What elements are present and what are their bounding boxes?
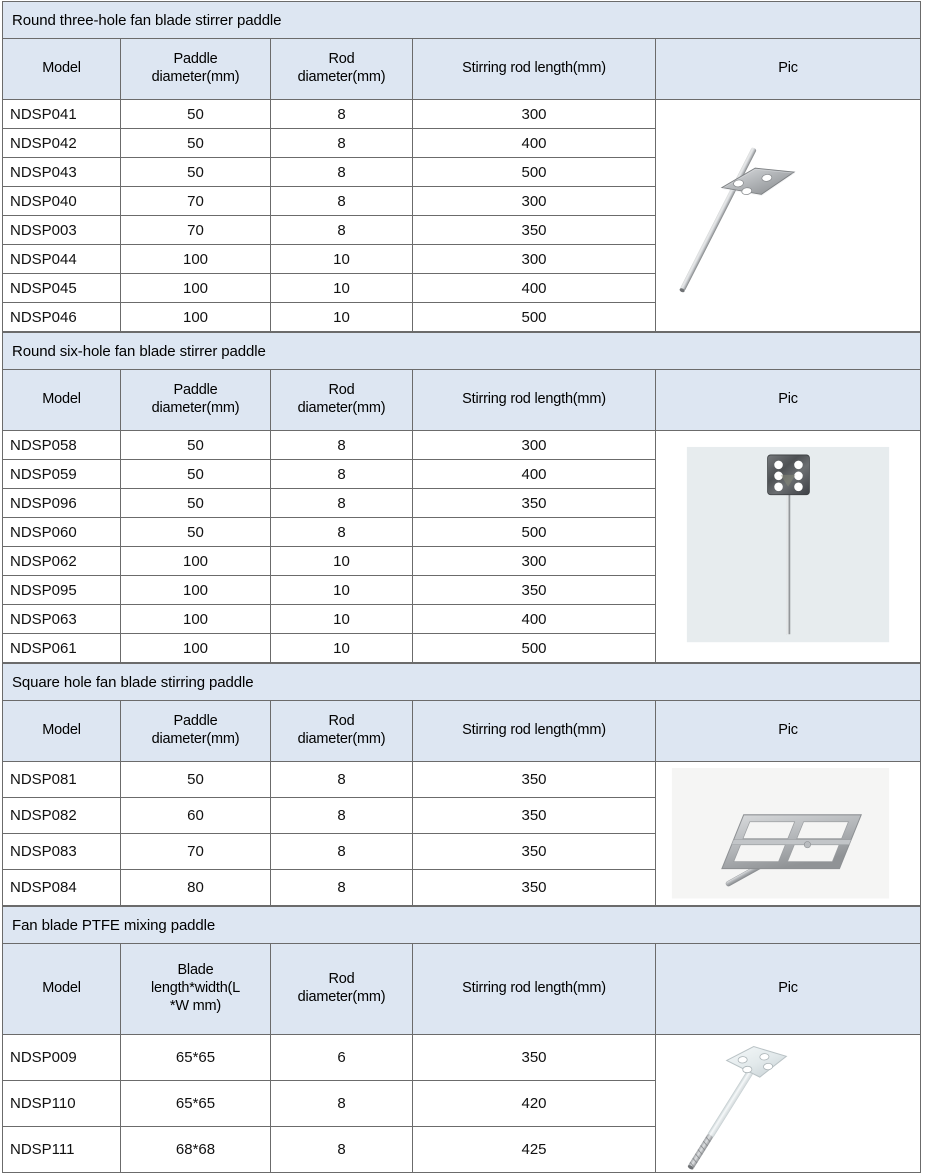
table-header-row (3, 39, 921, 100)
cell-rod-diameter: 8 (271, 870, 413, 906)
table-row (3, 431, 921, 460)
cell-rod-length: 400 (413, 274, 656, 303)
cell-rod-length: 350 (413, 576, 656, 605)
cell-model: NDSP046 (3, 303, 121, 332)
cell-rod-diameter: 8 (271, 1127, 413, 1173)
cell-paddle-diameter: 50 (121, 100, 271, 129)
cell-model: NDSP045 (3, 274, 121, 303)
header-line-3: *W mm) (169, 997, 222, 1014)
cell-paddle-diameter: 100 (121, 274, 271, 303)
table-row (3, 762, 921, 798)
cell-rod-length: 350 (413, 216, 656, 245)
cell-rod-diameter: 8 (271, 762, 413, 798)
cell-rod-length: 300 (413, 187, 656, 216)
cell-rod-diameter: 10 (271, 576, 413, 605)
header-line-1: Paddle (173, 713, 218, 730)
cell-paddle-diameter: 50 (121, 460, 271, 489)
cell-rod-diameter: 8 (271, 158, 413, 187)
cell-rod-diameter: 8 (271, 1081, 413, 1127)
section-title: Round three-hole fan blade stirrer paddle (3, 2, 921, 39)
cell-rod-diameter: 10 (271, 547, 413, 576)
spec-table-round-six-hole (2, 332, 921, 663)
cell-rod-length: 500 (413, 158, 656, 187)
cell-paddle-diameter: 70 (121, 187, 271, 216)
cell-paddle-diameter: 50 (121, 762, 271, 798)
cell-rod-diameter: 10 (271, 605, 413, 634)
column-header-model: Model (3, 701, 121, 762)
cell-blade-size: 65*65 (121, 1035, 271, 1081)
cell-paddle-diameter: 60 (121, 798, 271, 834)
header-line-2: diameter(mm) (151, 69, 240, 85)
table-header-row (3, 370, 921, 431)
cell-model: NDSP003 (3, 216, 121, 245)
section-title-row (3, 664, 921, 701)
cell-paddle-diameter: 50 (121, 431, 271, 460)
cell-rod-diameter: 6 (271, 1035, 413, 1081)
column-header-rod-diameter (271, 39, 413, 100)
cell-paddle-diameter: 50 (121, 518, 271, 547)
cell-model: NDSP062 (3, 547, 121, 576)
column-header-rod-length: Stirring rod length(mm) (413, 944, 656, 1035)
column-header-pic: Pic (656, 944, 921, 1035)
cell-rod-length: 350 (413, 1035, 656, 1081)
cell-rod-diameter: 10 (271, 303, 413, 332)
cell-rod-length: 420 (413, 1081, 656, 1127)
header-line-1: Rod (328, 382, 355, 399)
cell-rod-diameter: 10 (271, 245, 413, 274)
cell-blade-size: 65*65 (121, 1081, 271, 1127)
column-header-rod-length: Stirring rod length(mm) (413, 701, 656, 762)
column-header-pic: Pic (656, 39, 921, 100)
header-line-1: Rod (328, 713, 355, 730)
cell-rod-length: 400 (413, 460, 656, 489)
column-header-model: Model (3, 370, 121, 431)
cell-paddle-diameter: 100 (121, 605, 271, 634)
spec-table-square-hole (2, 663, 921, 906)
cell-model: NDSP060 (3, 518, 121, 547)
cell-model: NDSP041 (3, 100, 121, 129)
cell-model: NDSP083 (3, 834, 121, 870)
header-line-1: Paddle (173, 382, 218, 399)
cell-model: NDSP096 (3, 489, 121, 518)
header-line-1: Rod (328, 971, 355, 988)
three-hole-paddle-illustration (656, 104, 920, 327)
cell-paddle-diameter: 50 (121, 489, 271, 518)
column-header-rod-length: Stirring rod length(mm) (413, 370, 656, 431)
cell-rod-diameter: 8 (271, 798, 413, 834)
cell-paddle-diameter: 100 (121, 245, 271, 274)
column-header-pic: Pic (656, 701, 921, 762)
product-image-three-hole-paddle (656, 100, 921, 332)
cell-rod-length: 350 (413, 870, 656, 906)
column-header-rod-diameter (271, 370, 413, 431)
cell-model: NDSP063 (3, 605, 121, 634)
section-title-row (3, 907, 921, 944)
cell-rod-diameter: 10 (271, 274, 413, 303)
cell-paddle-diameter: 70 (121, 834, 271, 870)
product-image-square-hole-paddle (656, 762, 921, 906)
cell-paddle-diameter: 100 (121, 576, 271, 605)
table-header-row (3, 701, 921, 762)
cell-model: NDSP009 (3, 1035, 121, 1081)
cell-model: NDSP061 (3, 634, 121, 663)
table-row (3, 1035, 921, 1081)
cell-rod-length: 500 (413, 634, 656, 663)
column-header-rod-diameter (271, 701, 413, 762)
cell-rod-length: 500 (413, 518, 656, 547)
header-line-1: Blade (177, 962, 214, 979)
cell-paddle-diameter: 50 (121, 129, 271, 158)
cell-model: NDSP084 (3, 870, 121, 906)
square-hole-paddle-illustration (656, 763, 920, 903)
cell-model: NDSP059 (3, 460, 121, 489)
header-line-1: Paddle (173, 51, 218, 68)
header-line-2: diameter(mm) (297, 69, 386, 85)
cell-rod-length: 300 (413, 547, 656, 576)
cell-model: NDSP044 (3, 245, 121, 274)
spec-table-round-three-hole (2, 1, 921, 332)
cell-paddle-diameter: 100 (121, 634, 271, 663)
cell-model: NDSP058 (3, 431, 121, 460)
cell-rod-diameter: 8 (271, 834, 413, 870)
column-header-rod-diameter (271, 944, 413, 1035)
column-header-paddle-diameter (121, 701, 271, 762)
column-header-model: Model (3, 39, 121, 100)
table-header-row (3, 944, 921, 1035)
cell-rod-length: 350 (413, 762, 656, 798)
cell-rod-length: 500 (413, 303, 656, 332)
cell-model: NDSP043 (3, 158, 121, 187)
column-header-rod-length: Stirring rod length(mm) (413, 39, 656, 100)
table-row (3, 100, 921, 129)
section-title: Square hole fan blade stirring paddle (3, 664, 921, 701)
cell-rod-diameter: 8 (271, 518, 413, 547)
cell-rod-diameter: 8 (271, 431, 413, 460)
cell-paddle-diameter: 100 (121, 547, 271, 576)
column-header-paddle-diameter (121, 370, 271, 431)
cell-rod-diameter: 8 (271, 489, 413, 518)
cell-paddle-diameter: 100 (121, 303, 271, 332)
header-line-1: Rod (328, 51, 355, 68)
cell-paddle-diameter: 80 (121, 870, 271, 906)
cell-rod-diameter: 8 (271, 100, 413, 129)
cell-rod-length: 300 (413, 431, 656, 460)
section-title-row (3, 333, 921, 370)
cell-rod-diameter: 10 (271, 634, 413, 663)
section-title-row (3, 2, 921, 39)
six-hole-paddle-illustration (656, 435, 920, 658)
cell-rod-length: 350 (413, 834, 656, 870)
cell-model: NDSP082 (3, 798, 121, 834)
section-title: Fan blade PTFE mixing paddle (3, 907, 921, 944)
cell-paddle-diameter: 50 (121, 158, 271, 187)
header-line-2: diameter(mm) (297, 731, 386, 747)
header-line-2: diameter(mm) (151, 731, 240, 747)
cell-rod-length: 300 (413, 100, 656, 129)
product-image-six-hole-paddle (656, 431, 921, 663)
cell-model: NDSP081 (3, 762, 121, 798)
header-line-2: diameter(mm) (297, 400, 386, 416)
column-header-pic: Pic (656, 370, 921, 431)
column-header-model: Model (3, 944, 121, 1035)
cell-rod-length: 425 (413, 1127, 656, 1173)
cell-model: NDSP111 (3, 1127, 121, 1173)
cell-blade-size: 68*68 (121, 1127, 271, 1173)
header-line-2: length*width(L (150, 980, 241, 997)
header-line-2: diameter(mm) (151, 400, 240, 416)
section-title: Round six-hole fan blade stirrer paddle (3, 333, 921, 370)
header-line-2: diameter(mm) (297, 989, 386, 1005)
cell-rod-length: 400 (413, 605, 656, 634)
cell-rod-length: 400 (413, 129, 656, 158)
cell-rod-diameter: 8 (271, 460, 413, 489)
cell-model: NDSP040 (3, 187, 121, 216)
cell-rod-length: 300 (413, 245, 656, 274)
cell-model: NDSP095 (3, 576, 121, 605)
column-header-paddle-diameter (121, 39, 271, 100)
cell-rod-diameter: 8 (271, 187, 413, 216)
cell-rod-length: 350 (413, 489, 656, 518)
cell-paddle-diameter: 70 (121, 216, 271, 245)
cell-rod-length: 350 (413, 798, 656, 834)
ptfe-paddle-illustration (656, 1035, 920, 1171)
cell-model: NDSP110 (3, 1081, 121, 1127)
product-image-ptfe-paddle (656, 1035, 921, 1173)
cell-rod-diameter: 8 (271, 129, 413, 158)
cell-model: NDSP042 (3, 129, 121, 158)
cell-rod-diameter: 8 (271, 216, 413, 245)
column-header-blade-size (121, 944, 271, 1035)
